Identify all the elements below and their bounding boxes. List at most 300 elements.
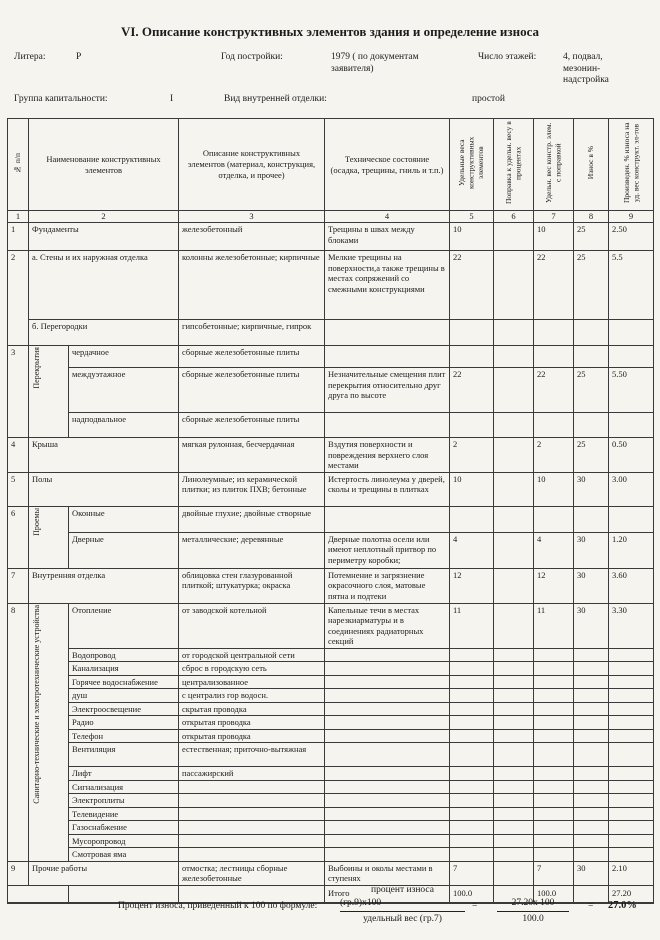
correction-cell (494, 821, 534, 835)
corrected-weight-cell (534, 794, 574, 808)
product-percent-cell (609, 743, 654, 767)
material-cell: отмостка; лестницы сборные железобетонные (179, 861, 325, 885)
corrected-weight-cell (534, 807, 574, 821)
element-name-cell: Газоснабжение (69, 821, 179, 835)
column-numbers-row (8, 211, 654, 223)
element-name-cell: Полы (29, 472, 179, 506)
correction-cell (494, 834, 534, 848)
header-element-name: Наименование конструктивных элементов (29, 119, 179, 211)
correction-cell (494, 413, 534, 438)
correction-cell (494, 729, 534, 743)
fraction2-numerator: 27.20х 100 (497, 898, 569, 912)
condition-cell: Истертость линолеума у дверей, сколы и трещины в плитках (325, 472, 450, 506)
condition-cell: Вздутия поверхности и повреждения верхнего слоя местами (325, 438, 450, 473)
wear-description-table (7, 118, 654, 904)
material-cell: железобетонный (179, 223, 325, 251)
table-body (8, 223, 654, 886)
corrected-weight-cell: 10 (534, 223, 574, 251)
header-product-percent: Произведен. % износа на уд. вес конструкт. эл-тов (609, 119, 654, 211)
corrected-weight-cell (534, 780, 574, 794)
header-correction: Поправка к удельн. весу в процентах (494, 119, 534, 211)
correction-cell (494, 716, 534, 730)
material-cell: сборные железобетонные плиты (179, 368, 325, 413)
header-corrected-weight: Удельн. вес констр. элем. с поправкой (534, 119, 574, 211)
material-cell (179, 807, 325, 821)
specific-weight-cell: 22 (450, 368, 494, 413)
wear-percent-cell (574, 729, 609, 743)
total-specific-weight: 100.0 (450, 885, 494, 903)
condition-cell (325, 780, 450, 794)
table-row (8, 438, 654, 473)
wear-percent-result: 27.0% (608, 900, 637, 911)
equals-sign-1: = (472, 901, 478, 911)
correction-cell (494, 223, 534, 251)
group-label: Проемы (32, 507, 41, 536)
table-row (8, 702, 654, 716)
element-name-cell: Крыша (29, 438, 179, 473)
specific-weight-cell (450, 702, 494, 716)
col-number: 2 (29, 211, 179, 223)
condition-cell: Трещины в швах между блоками (325, 223, 450, 251)
material-cell: гипсобетонные; кирпичные, гипрок (179, 320, 325, 346)
row-number-cell: 7 (8, 568, 29, 603)
interior-finish-value: простой (472, 94, 505, 104)
litera-value: Р (76, 52, 82, 62)
formula-percent-caption: процент износа (371, 885, 434, 895)
corrected-weight-cell: 7 (534, 861, 574, 885)
condition-cell (325, 506, 450, 532)
table-row (8, 834, 654, 848)
condition-cell: Мелкие трещины на поверхности,а также трещины в местах сопряжений со смежными конструкциями (325, 251, 450, 320)
wear-percent-cell (574, 662, 609, 676)
col-number: 4 (325, 211, 450, 223)
corrected-weight-cell: 2 (534, 438, 574, 473)
header-wear-percent: Износ в % (574, 119, 609, 211)
wear-percent-cell: 30 (574, 568, 609, 603)
element-name-cell: чердачное (69, 346, 179, 368)
condition-cell (325, 834, 450, 848)
col-number: 3 (179, 211, 325, 223)
element-name-cell: Дверные (69, 532, 179, 568)
condition-cell (325, 346, 450, 368)
wear-percent-cell (574, 689, 609, 703)
specific-weight-cell: 22 (450, 251, 494, 320)
condition-cell (325, 807, 450, 821)
material-cell: двойные глухие; двойные створные (179, 506, 325, 532)
correction-cell (494, 648, 534, 662)
material-cell (179, 821, 325, 835)
wear-percent-cell (574, 702, 609, 716)
corrected-weight-cell (534, 506, 574, 532)
corrected-weight-cell (534, 821, 574, 835)
wear-percent-cell (574, 743, 609, 767)
corrected-weight-cell (534, 848, 574, 862)
group-label-cell (29, 603, 69, 861)
wear-percent-cell (574, 506, 609, 532)
condition-cell: Потемнение и загрязнение окрасочного слоя, матовые пятна и подтеки (325, 568, 450, 603)
table-row (8, 743, 654, 767)
condition-cell (325, 702, 450, 716)
row-number-cell: 5 (8, 472, 29, 506)
element-name-cell: Внутренняя отделка (29, 568, 179, 603)
specific-weight-cell (450, 743, 494, 767)
table-row (8, 603, 654, 648)
product-percent-cell (609, 648, 654, 662)
material-cell: пассажирский (179, 767, 325, 781)
corrected-weight-cell: 10 (534, 472, 574, 506)
col-number: 1 (8, 211, 29, 223)
year-built-value: 1979 ( по документам заявителя) (331, 52, 419, 74)
product-percent-cell: 2.10 (609, 861, 654, 885)
material-cell: открытая проводка (179, 729, 325, 743)
element-name-cell: Фундаменты (29, 223, 179, 251)
element-name-cell: междуэтажное (69, 368, 179, 413)
condition-cell (325, 662, 450, 676)
product-percent-cell (609, 702, 654, 716)
corrected-weight-cell (534, 767, 574, 781)
wear-percent-cell: 25 (574, 251, 609, 320)
specific-weight-cell (450, 780, 494, 794)
product-percent-cell (609, 689, 654, 703)
wear-percent-cell (574, 848, 609, 862)
formula-fraction-2 (497, 898, 569, 925)
product-percent-cell (609, 675, 654, 689)
condition-cell: Дверные полотна осели или имеют неплотный притвор по периметру коробки; (325, 532, 450, 568)
correction-cell (494, 780, 534, 794)
element-name-cell: б. Перегородки (29, 320, 179, 346)
interior-finish-label: Вид внутренней отделки: (224, 94, 327, 104)
condition-cell: Выбоины и околы местами в ступенях (325, 861, 450, 885)
header-specific-weight: Удельные веса конструктивных элементов (450, 119, 494, 211)
correction-cell (494, 346, 534, 368)
table-row (8, 532, 654, 568)
element-name-cell: Радио (69, 716, 179, 730)
wear-percent-cell (574, 648, 609, 662)
element-name-cell: Электроплиты (69, 794, 179, 808)
correction-cell (494, 368, 534, 413)
element-name-cell: Отопление (69, 603, 179, 648)
product-percent-cell: 2.50 (609, 223, 654, 251)
table-row (8, 320, 654, 346)
wear-percent-cell (574, 794, 609, 808)
wear-percent-cell: 25 (574, 223, 609, 251)
correction-cell (494, 848, 534, 862)
element-name-cell: душ (69, 689, 179, 703)
wear-percent-cell (574, 807, 609, 821)
corrected-weight-cell: 12 (534, 568, 574, 603)
material-cell: с централиз гор водосн. (179, 689, 325, 703)
col-number: 5 (450, 211, 494, 223)
specific-weight-cell (450, 716, 494, 730)
corrected-weight-cell (534, 648, 574, 662)
wear-percent-cell (574, 716, 609, 730)
condition-cell (325, 689, 450, 703)
fraction1-numerator: (гр.9)х100 (340, 898, 465, 912)
element-name-cell: Смотровая яма (69, 848, 179, 862)
condition-cell (325, 767, 450, 781)
material-cell (179, 794, 325, 808)
product-percent-cell (609, 346, 654, 368)
material-cell: скрытая проводка (179, 702, 325, 716)
element-name-cell: Канализация (69, 662, 179, 676)
correction-cell (494, 251, 534, 320)
correction-cell (494, 662, 534, 676)
wear-percent-cell: 25 (574, 368, 609, 413)
correction-cell (494, 767, 534, 781)
correction-cell (494, 702, 534, 716)
correction-cell (494, 743, 534, 767)
header-row-number: № п/п (8, 119, 29, 211)
product-percent-cell (609, 780, 654, 794)
table-row (8, 780, 654, 794)
specific-weight-cell (450, 821, 494, 835)
specific-weight-cell (450, 648, 494, 662)
wear-percent-cell (574, 675, 609, 689)
element-name-cell: Телевидение (69, 807, 179, 821)
row-number-cell: 3 (8, 346, 29, 438)
wear-percent-cell (574, 320, 609, 346)
capital-group-label: Группа капитальности: (14, 94, 108, 104)
corrected-weight-cell (534, 320, 574, 346)
material-cell: от заводской котельной (179, 603, 325, 648)
row-number-cell: 2 (8, 251, 29, 346)
specific-weight-cell: 10 (450, 223, 494, 251)
corrected-weight-cell (534, 716, 574, 730)
correction-cell (494, 568, 534, 603)
year-built-label: Год постройки: (221, 52, 283, 62)
floors-value: 4, подвал, мезонин-надстройка (563, 52, 609, 85)
material-cell: сброс в городскую сеть (179, 662, 325, 676)
specific-weight-cell (450, 320, 494, 346)
condition-cell (325, 743, 450, 767)
material-cell: колонны железобетонные; кирпичные (179, 251, 325, 320)
group-label: Перекрытия (32, 347, 41, 389)
corrected-weight-cell: 22 (534, 251, 574, 320)
material-cell: облицовка стен глазурованной плиткой; штукатурка; окраска (179, 568, 325, 603)
element-name-cell: Сигнализация (69, 780, 179, 794)
table-row (8, 821, 654, 835)
specific-weight-cell (450, 794, 494, 808)
element-name-cell: Водопровод (69, 648, 179, 662)
specific-weight-cell (450, 413, 494, 438)
specific-weight-cell: 11 (450, 603, 494, 648)
corrected-weight-cell (534, 662, 574, 676)
wear-percent-cell: 30 (574, 603, 609, 648)
specific-weight-cell: 7 (450, 861, 494, 885)
wear-percent-cell (574, 821, 609, 835)
specific-weight-cell: 10 (450, 472, 494, 506)
condition-cell (325, 716, 450, 730)
wear-percent-cell: 25 (574, 438, 609, 473)
product-percent-cell (609, 834, 654, 848)
table-row (8, 794, 654, 808)
element-name-cell: Лифт (69, 767, 179, 781)
condition-cell (325, 320, 450, 346)
product-percent-cell (609, 320, 654, 346)
table-row (8, 223, 654, 251)
correction-cell (494, 472, 534, 506)
condition-cell (325, 413, 450, 438)
table-row (8, 716, 654, 730)
table-row (8, 729, 654, 743)
material-cell (179, 834, 325, 848)
element-name-cell: Телефон (69, 729, 179, 743)
material-cell: Линолеумные; из керамической плитки; из плиток ПХВ; бетонные (179, 472, 325, 506)
element-name-cell: надподвальное (69, 413, 179, 438)
table-header-row (8, 119, 654, 211)
table-row (8, 346, 654, 368)
table-row (8, 368, 654, 413)
table-row (8, 251, 654, 320)
specific-weight-cell (450, 767, 494, 781)
table-row (8, 861, 654, 885)
corrected-weight-cell (534, 729, 574, 743)
wear-percent-cell: 30 (574, 472, 609, 506)
correction-cell (494, 794, 534, 808)
correction-cell (494, 532, 534, 568)
total-label: Итого (325, 885, 450, 903)
material-cell: сборные железобетонные плиты (179, 413, 325, 438)
formula-label: Процент износа, приведенный к 100 по формуле: (118, 901, 318, 911)
specific-weight-cell: 2 (450, 438, 494, 473)
corrected-weight-cell (534, 675, 574, 689)
element-name-cell: Горячее водоснабжение (69, 675, 179, 689)
group-label: Санитарно-технические и электротехнические устройства (32, 604, 41, 804)
wear-percent-cell: 30 (574, 861, 609, 885)
correction-cell (494, 861, 534, 885)
product-percent-cell: 3.60 (609, 568, 654, 603)
element-name-cell: Электроосвещение (69, 702, 179, 716)
fraction2-denominator: 100.0 (522, 914, 544, 924)
specific-weight-cell (450, 729, 494, 743)
product-percent-cell: 3.30 (609, 603, 654, 648)
group-label-cell (29, 346, 69, 438)
specific-weight-cell (450, 662, 494, 676)
fraction1-denominator: удельный вес (гр.7) (363, 914, 442, 924)
product-percent-cell: 0.50 (609, 438, 654, 473)
header-description: Описание конструктивных элементов (материал, конструкция, отделка, и прочее) (179, 119, 325, 211)
table-row (8, 807, 654, 821)
col-number: 9 (609, 211, 654, 223)
wear-percent-cell (574, 767, 609, 781)
product-percent-cell (609, 413, 654, 438)
corrected-weight-cell: 11 (534, 603, 574, 648)
row-number-cell: 1 (8, 223, 29, 251)
header-technical-state: Техническое состояние (осадка, трещины, гниль и т.п.) (325, 119, 450, 211)
material-cell: металлические; деревянные (179, 532, 325, 568)
material-cell: открытая проводка (179, 716, 325, 730)
page-title: VI. Описание конструктивных элементов здания и определение износа (120, 24, 540, 39)
product-percent-cell (609, 506, 654, 532)
group-label-cell (29, 506, 69, 568)
product-percent-cell (609, 767, 654, 781)
formula-fraction-1 (340, 898, 465, 925)
row-number-cell: 8 (8, 603, 29, 861)
element-name-cell: Мусоропровод (69, 834, 179, 848)
wear-percent-cell (574, 346, 609, 368)
specific-weight-cell (450, 689, 494, 703)
total-product-percent: 27.20 (609, 885, 654, 903)
equals-sign-2: = (588, 901, 594, 911)
condition-cell (325, 675, 450, 689)
table-row (8, 648, 654, 662)
corrected-weight-cell (534, 413, 574, 438)
material-cell: от городской центральной сети (179, 648, 325, 662)
product-percent-cell: 5.50 (609, 368, 654, 413)
condition-cell (325, 848, 450, 862)
corrected-weight-cell (534, 702, 574, 716)
material-cell (179, 848, 325, 862)
row-number-cell: 6 (8, 506, 29, 568)
specific-weight-cell (450, 675, 494, 689)
material-cell: естественная; приточно-вытяжная (179, 743, 325, 767)
specific-weight-cell (450, 807, 494, 821)
material-cell: мягкая рулонная, бесчердачная (179, 438, 325, 473)
specific-weight-cell (450, 848, 494, 862)
product-percent-cell: 3.00 (609, 472, 654, 506)
material-cell: сборные железобетонные плиты (179, 346, 325, 368)
correction-cell (494, 689, 534, 703)
floors-label: Число этажей: (478, 52, 537, 62)
litera-label: Литера: (14, 52, 46, 62)
table-row (8, 472, 654, 506)
corrected-weight-cell: 22 (534, 368, 574, 413)
table-row (8, 848, 654, 862)
specific-weight-cell (450, 346, 494, 368)
condition-cell: Капельные течи в местах нарезкиарматуры и в соединениях радиаторных секций (325, 603, 450, 648)
wear-percent-cell (574, 780, 609, 794)
table-row (8, 689, 654, 703)
corrected-weight-cell (534, 743, 574, 767)
corrected-weight-cell (534, 689, 574, 703)
table-row (8, 413, 654, 438)
product-percent-cell: 5.5 (609, 251, 654, 320)
product-percent-cell (609, 821, 654, 835)
col-number: 8 (574, 211, 609, 223)
table-row (8, 675, 654, 689)
condition-cell: Незначительные смещения плит перекрытия относительно друг друга по высоте (325, 368, 450, 413)
specific-weight-cell: 12 (450, 568, 494, 603)
element-name-cell: а. Стены и их наружная отделка (29, 251, 179, 320)
material-cell (179, 780, 325, 794)
product-percent-cell (609, 794, 654, 808)
product-percent-cell (609, 662, 654, 676)
correction-cell (494, 320, 534, 346)
correction-cell (494, 506, 534, 532)
row-number-cell: 4 (8, 438, 29, 473)
total-corrected-weight: 100.0 (534, 885, 574, 903)
wear-percent-cell (574, 413, 609, 438)
condition-cell (325, 794, 450, 808)
condition-cell (325, 729, 450, 743)
col-number: 6 (494, 211, 534, 223)
col-number: 7 (534, 211, 574, 223)
product-percent-cell (609, 807, 654, 821)
table-row (8, 662, 654, 676)
material-cell: централизованное (179, 675, 325, 689)
wear-percent-cell: 30 (574, 532, 609, 568)
product-percent-cell: 1.20 (609, 532, 654, 568)
specific-weight-cell (450, 834, 494, 848)
condition-cell (325, 648, 450, 662)
corrected-weight-cell (534, 834, 574, 848)
correction-cell (494, 438, 534, 473)
element-name-cell: Оконные (69, 506, 179, 532)
condition-cell (325, 821, 450, 835)
correction-cell (494, 675, 534, 689)
element-name-cell: Вентиляция (69, 743, 179, 767)
product-percent-cell (609, 716, 654, 730)
